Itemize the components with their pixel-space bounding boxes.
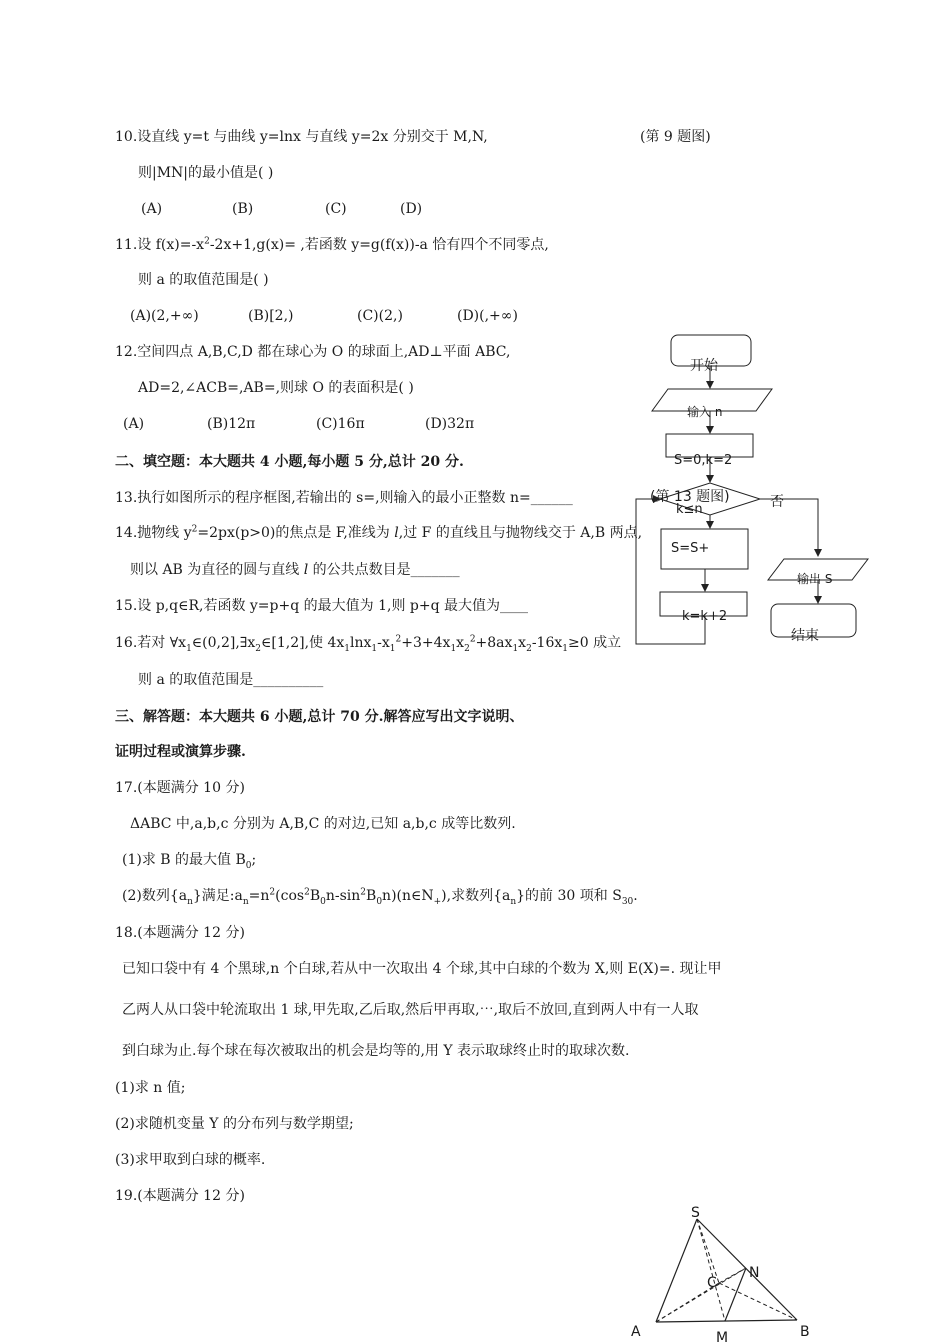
q18-body1: 已知口袋中有 4 个黑球,n 个白球,若从中一次取出 4 个球,其中白球的个数为 X,则 E(X)=. 现让甲 [122,961,722,977]
label-b: B [800,1324,810,1340]
edge-an [656,1268,746,1322]
q11-line2: 则 a 的取值范围是( ) [138,272,269,288]
edge-cb [719,1283,797,1320]
q11-choice-d: (D)(,+∞) [457,308,518,324]
q10-choice-a: (A) [141,201,163,217]
section3-heading-line2: 证明过程或演算步骤. [115,744,246,760]
q10-line2: 则|MN|的最小值是( ) [138,165,274,181]
edge-mn [725,1268,746,1321]
q12-choice-a: (A) [123,416,145,432]
q9-figure-label: (第 9 题图) [640,129,711,145]
q18-part1: (1)求 n 值; [115,1080,186,1096]
flow-update-box [661,529,748,569]
flow-end-text: 结束 [791,628,819,644]
q12-choice-c: (C)16π [316,416,365,432]
flow-condition-diamond [660,483,760,515]
q17-part1: (1)求 B 的最大值 $B_0$; [122,852,257,871]
q13: 13.执行如图所示的程序框图,若输出的 s=,则输入的最小正整数 n=______ [115,490,573,506]
flow-caption: (第 13 题图) [650,489,730,505]
q10-choice-b: (B) [232,201,254,217]
flow-init-text: S=0,k=2 [674,453,733,468]
q12-choice-d: (D)32π [425,416,475,432]
label-s: S [691,1205,700,1221]
q18-body3: 到白球为止.每个球在每次被取出的机会是均等的,用 Y 表示取球终止时的取球次数. [122,1043,630,1059]
q10-choice-c: (C) [325,201,347,217]
label-c: C [707,1275,717,1291]
q10-line1: 10.设直线 y=t 与曲线 y=lnx 与直线 y=2x 分别交于 M,N, [115,129,488,145]
q19-heading: 19.(本题满分 12 分) [115,1188,245,1204]
edge-ab [656,1320,797,1322]
label-n: N [749,1265,760,1281]
q12-choice-b: (B)12π [207,416,256,432]
q17-body: ΔABC 中,a,b,c 分别为 A,B,C 的对边,已知 a,b,c 成等比数列. [130,816,516,832]
edge-sb [697,1219,797,1320]
flow-init-box [666,434,753,457]
edge-sc [697,1219,719,1283]
flow-cond-text: k≤n [676,502,703,517]
flow-start-box [671,335,751,366]
q18-heading: 18.(本题满分 12 分) [115,925,245,941]
flow-input-box [652,389,772,411]
q10-choice-d: (D) [400,201,423,217]
q11-line1: 11.设 $f(x)=-x^2-2x+1,g(x)=$ ,若函数 y=g(f(x))-a 恰有四个不同零点, [115,236,549,253]
flow-incr-box [660,592,747,616]
q15: 15.设 p,q∈R,若函数 y=p+q 的最大值为 1,则 p+q 最大值为____ [115,598,528,614]
q14-line1: 14.抛物线 $y^2=2px(p>0)$的焦点是 F,准线为 l,过 F 的直线且与抛物线交于 A,B 两点, [115,524,643,541]
edge-cn [719,1268,746,1283]
flow-update-text: S=S+ [671,541,710,556]
flow-start-text: 开始 [690,358,718,374]
section3-heading-line1: 三、解答题：本大题共 6 小题,总计 70 分.解答应写出文字说明、 [115,709,524,725]
q11-choice-a: (A)(2,+∞) [130,308,199,324]
q12-line1: 12.空间四点 A,B,C,D 都在球心为 O 的球面上,AD⊥平面 ABC, [115,344,511,360]
q11-choice-b: (B)[2,) [248,308,294,324]
edge-ac [656,1283,719,1322]
section2-heading: 二、填空题：本大题共 4 小题,每小题 5 分,总计 20 分. [115,454,464,470]
q14-line2: 则以 AB 为直径的圆与直线 l 的公共点数目是_______ [130,562,460,578]
q17-part2: (2)数列$\{a_n\}$满足$:a_n=n^2(\cos^2B_0n-\sin^2B_0n)(n\in N_+)$,求数列$\{a_n\}$的前 30 项和 $S_{30}$. [122,887,638,907]
label-a: A [631,1324,641,1340]
q16-line1: 16.若对 $\forall x_1\in(0,2],\exists x_2\in[1,2]$,使 $4x_1\ln x_1-x_1^2+3+4x_1x_2^2+8ax_1x_2-16x_1\ge 0$ 成立 [115,634,622,654]
q17-heading: 17.(本题满分 10 分) [115,780,245,796]
q16-line2: 则 a 的取值范围是__________ [138,672,324,688]
q18-body2: 乙两人从口袋中轮流取出 1 球,甲先取,乙后取,然后甲再取,⋯,取后不放回,直到两人中有一人取 [122,1002,699,1018]
q18-part2: (2)求随机变量 Y 的分布列与数学期望; [115,1116,354,1132]
q18-part3: (3)求甲取到白球的概率. [115,1152,266,1168]
flow-end-box [771,604,856,637]
edge-sa [656,1219,697,1322]
edge-sm [697,1219,725,1321]
flow-no-label: 否 [770,494,784,510]
q12-line2: AD=2,∠ACB=,AB=,则球 O 的表面积是( ) [138,380,414,396]
q11-choice-c: (C)(2,) [357,308,403,324]
flow-input-text: 输入 n [687,405,723,419]
flow-output-box [768,559,868,580]
flow-incr-text: k=k+2 [682,609,728,624]
label-m: M [716,1330,729,1344]
flow-output-text: 输出 S [797,572,833,586]
